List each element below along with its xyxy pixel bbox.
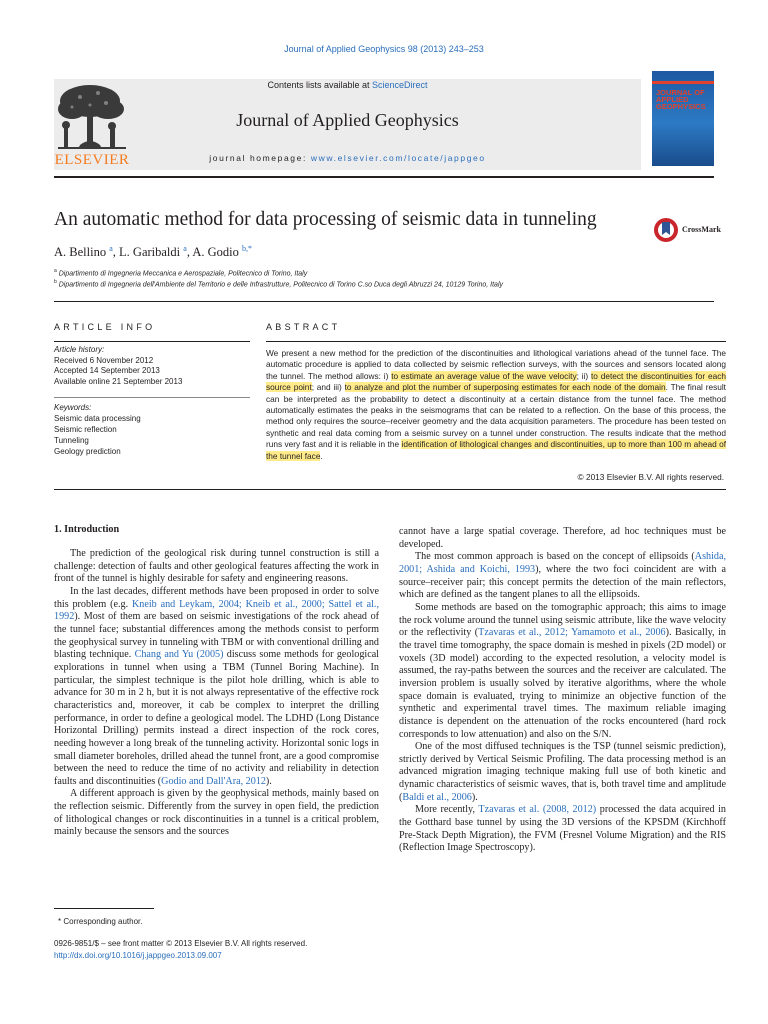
author-sup[interactable]: a: [109, 244, 113, 253]
affiliation-b: [54, 279, 503, 288]
keyword: Geology prediction: [54, 447, 121, 456]
journal-title: Journal of Applied Geophysics: [236, 110, 459, 130]
body-column-right: [399, 526, 726, 855]
abstract-segment: We present a new method for the prediction of the discontinuities and lithological variations ahead of the tunnel face. The automatic procedure is applied to data collected by seismic reflection surveys, with the sources and sensors located along the tunnel. The method allows: i): [266, 348, 726, 381]
text-run: One of the most diffused techniques is the TSP (tunnel seismic prediction), strictly derived by Vertical Seismic Profiling. The data processing method is an advanced migration imaging technique making full use of both kinetic and dynamic characteristics of seismic waves, that is, both travel time and amplitude (: [399, 741, 726, 803]
cover-stripe: [652, 81, 714, 84]
text-run: ).: [471, 791, 478, 803]
text-run: discuss some methods for geological explorations in tunnel when using a TBM (Tunnel Boring Machine). In particular, the simplest technique is the pilot hole drilling, which is able to advance for 30 m in 2 h, but it is not always representative of the effective rock characteristics and, moreover, it cab be complex to interpret the drilling performance, in order to define a geological model. The LDHD (Long Distance Horizontal Drilling) permits instead a direct inspection of the rock cores, needing however a long break of the tunneling activity. Horizontal sonic logs in small diameter boreholes, drilled ahead the tunnel front, are a good compromise between the need to reduce the time of no activity and reliability in detection faults and discontinuities (: [54, 649, 379, 787]
affiliation-a: [54, 268, 307, 277]
keywords-block: [54, 402, 250, 457]
corresponding-author-note: * Corresponding author.: [58, 917, 143, 926]
text-run: ). Most of them are based on seismic investigations of the rock ahead of the tunnel face; substantial differences among the methods consist to perform the geophysical survey in tunneling with TBM or with conventional drilling and blasting technique.: [54, 611, 379, 661]
paragraph: [399, 741, 726, 804]
issn-line: 0926-9851/$ – see front matter © 2013 Elsevier B.V. All rights reserved.: [54, 939, 308, 948]
paragraph: cannot have a large spatial coverage. Therefore, ad hoc techniques must be developed.: [399, 526, 726, 550]
author-list: A. Bellino $^a$, L. Garibaldi $^a$, A. Godio $^{b,*}$: [54, 244, 253, 260]
highlight-discontinuities: to detect the discontinuities for each source point: [266, 370, 726, 393]
keyword: Tunneling: [54, 436, 89, 445]
citation-link[interactable]: Ashida, 2001; Ashida and Koichi, 1993: [399, 551, 726, 575]
abstract-segment: .: [320, 450, 323, 461]
footnote-rule: [54, 908, 154, 909]
text-run: ), where the two foci coincident are with a source–receiver pair; this concept permits the detection of the main reflectors, which are defined as the tangent planes to all the ellipsoids.: [399, 563, 726, 601]
abstract-segment: . The final result can be interpreted as the probability to detect a discontinuity at a certain distance from the tunnel face. The method automatically estimates the peaks in the seismograms that can be related to a reflection. On the base of this process, the method only requires the source–receiver geometry and the data acquisition parameters. The procedure has been tested on synthetic and real data coming from a seismic survey on a tunnel under construction. The results indicate that the method runs very fast and it is reliable in the: [266, 382, 726, 450]
homepage-link[interactable]: www.elsevier.com/locate/jappgeo: [310, 153, 486, 163]
citation-link[interactable]: Tzavaras et al. (2008, 2012): [478, 804, 597, 816]
affiliation-text: Dipartimento di Ingegneria Meccanica e Aerospaziale, Politecnico di Torino, Italy: [58, 270, 308, 278]
section-heading-introduction: 1. Introduction: [54, 524, 120, 535]
paragraph: [54, 586, 379, 789]
citation-link[interactable]: Kneib and Leykam, 2004; Kneib et al., 2000; Sattel et al., 1992: [54, 598, 379, 623]
keyword: Seismic data processing: [54, 414, 141, 423]
affiliation-sup: b: [54, 279, 57, 285]
history-online: Available online 21 September 2013: [54, 376, 183, 386]
sciencedirect-link[interactable]: ScienceDirect: [372, 80, 428, 90]
history-accepted: Accepted 14 September 2013: [54, 366, 160, 375]
author-name: L. Garibaldi: [119, 245, 181, 260]
paragraph: [399, 804, 726, 855]
text-run: processed the data acquired in the Gotthard base tunnel by using the 3D versions of the KPSDM (Kirchhoff Pre-Stack Depth Migration), the FVM (Fresnel Volume Migration) and the RIS (Reflection Image Spectroscopy).: [399, 804, 726, 854]
history-received: Received 6 November 2012: [54, 355, 154, 365]
body-column-left: [54, 548, 379, 839]
author-name: A. Bellino: [54, 245, 107, 260]
highlight-velocity: to estimate an average value of the wave velocity: [391, 370, 577, 381]
doi-link[interactable]: http://dx.doi.org/10.1016/j.jappgeo.2013.09.007: [54, 951, 222, 960]
affiliation-text: Dipartimento di Ingegneria dell'Ambiente del Territorio e delle Infrastrutture, Politecnico di Torino C.so Duca degli Abruzzi 24, 10129 Torino, Italy: [58, 281, 503, 289]
paragraph: A different approach is given by the geophysical methods, mainly based on the reflection seismic. Differently from the survey in open field, the prediction of lithological changes or rock discontinuities in a tunnel is a critical problem, mainly because the sensors and the sources: [54, 788, 379, 838]
elsevier-wordmark: ELSEVIER: [54, 152, 130, 168]
abstract-bottom-rule: [54, 489, 726, 490]
abstract-segment: ; ii): [576, 370, 591, 381]
abstract-copyright: © 2013 Elsevier B.V. All rights reserved.: [577, 472, 724, 482]
paragraph: [399, 551, 726, 602]
homepage-prefix: journal homepage:: [209, 153, 311, 163]
article-history: [54, 345, 250, 387]
text-run: Some methods are based on the tomographic approach; this aims to image the rock volume around the tunnel using seismic attribute, like the wave velocity or the reflectivity (: [399, 601, 727, 639]
journal-cover-thumbnail[interactable]: [652, 71, 714, 166]
abstract-heading: ABSTRACT: [266, 322, 341, 332]
keywords-rule: [54, 397, 250, 398]
contents-prefix: Contents lists available at: [267, 80, 373, 90]
text-run: ).: [265, 775, 272, 787]
keyword: Seismic reflection: [54, 425, 117, 434]
text-run: The most common approach is based on the concept of ellipsoids (: [415, 551, 695, 563]
keywords-label: Keywords:: [54, 403, 92, 412]
author-sup[interactable]: a: [183, 244, 187, 253]
homepage-line: [54, 153, 641, 163]
text-run: More recently,: [415, 804, 479, 816]
text-run: ). Basically, in the travel time tomography, the space domain is meshed in pixels (2D model) or voxels (3D model) according to the expected resolution, a velocity model is assumed, the ray-paths between the sources and the receiver are calculated. The inversion problem is usually solved by iterative algorithms, where the whole space domain is evaluated, trying to minimize an objective function of the synthetic and experimental travel times. The maximum reliable imaging distance is dependent on the attenuation of the rocks encountered (hard rock corresponds to low attenuation) and also on the S/N.: [399, 627, 726, 740]
citation-link[interactable]: Baldi et al., 2006: [402, 791, 472, 803]
highlight-lithological: identification of lithological changes and discontinuities, up to more than 100 m ahead of the tunnel face: [266, 439, 726, 461]
citation-link[interactable]: Godio and Dall'Ara, 2012: [161, 775, 266, 787]
paragraph: The prediction of the geological risk during tunnel construction is still a challenge: detection of faults and other geological features affecting the work in front of the tunnel is highly desirable for safety and engineering reasons.: [54, 548, 379, 585]
abstract-segment: ; and iii): [311, 382, 345, 393]
citation-link[interactable]: Chang and Yu (2005): [134, 649, 224, 661]
text-run: In the last decades, different methods have been proposed in order to solve this problem (e.g.: [54, 585, 379, 610]
abstract-text: [266, 348, 726, 462]
history-label: Article history:: [54, 345, 105, 354]
highlight-superposing: to analyze and plot the number of superposing estimates for each node of the domain: [344, 382, 666, 393]
paragraph: [399, 602, 726, 741]
header-divider: [54, 176, 714, 178]
crossmark-label: CrossMark: [682, 225, 721, 234]
paper-title: An automatic method for data processing of seismic data in tunneling: [54, 209, 597, 230]
contents-line: [54, 80, 641, 90]
abstract-rule: [266, 341, 726, 342]
article-info-rule: [54, 341, 250, 342]
affiliation-sup: a: [54, 268, 57, 274]
journal-citation-link[interactable]: Journal of Applied Geophysics 98 (2013) 243–253: [284, 44, 484, 54]
author-name: A. Godio: [192, 245, 239, 260]
title-divider: [54, 301, 714, 302]
citation-link[interactable]: Tzavaras et al., 2012; Yamamoto et al., 2006: [478, 627, 666, 639]
cover-title: JOURNAL OF APPLIED GEOPHYSICS: [656, 88, 706, 111]
author-sup[interactable]: b,*: [242, 244, 253, 253]
article-info-heading: ARTICLE INFO: [54, 322, 156, 332]
